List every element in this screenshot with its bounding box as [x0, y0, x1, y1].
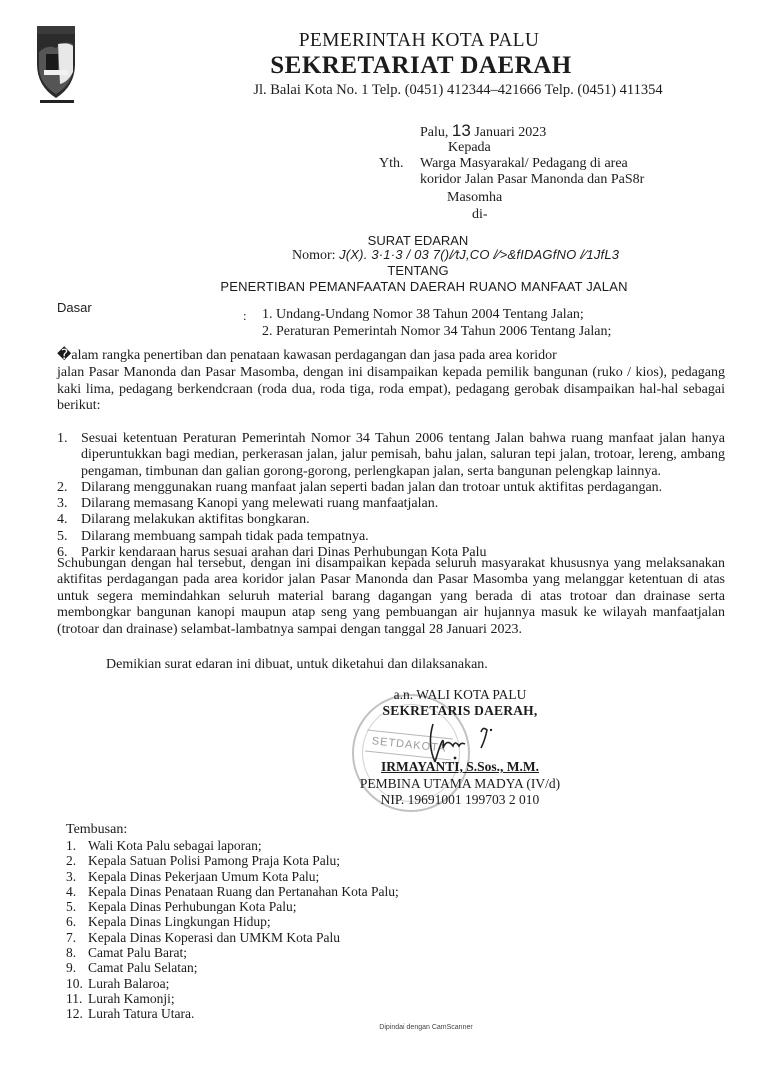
dasar-label: Dasar — [57, 300, 92, 315]
instruction-paragraph: Schubungan dengan hal tersebut, dengan ini disampaikan kepada seluruh masyarakat khususnya yang melaksanakan aktifitas perdagangan pada area koridor jalan Pasar Manonda dan Pasar Masomba yang melanggar ketentuan di atas untuk segera memindahkan seluruh material barang dagangan yang berada di atas trotoar dan drainase serta membongkar bangunan kanopi maupun atap seng yang pembuangan air hujannya masuk ke wilayah manfaatjalan (trotoar dan drainase) selambat-lambatnya sampai dengan tanggal 28 Januari 2023. — [57, 556, 725, 637]
kepada-label: Kepada — [448, 140, 491, 155]
intro-first-line: �alam rangka penertiban dan penataan kawasan perdagangan dan jasa pada area koridor — [57, 348, 557, 363]
addressee-line-1: Warga Masyarakal/ Pedagang di area — [420, 156, 628, 171]
government-name: PEMERINTAH KOTA PALU — [298, 30, 540, 51]
office-name: SEKRETARIAT DAERAH — [270, 52, 572, 79]
dasar-colon: : — [243, 308, 247, 323]
office-address: Jl. Balai Kota No. 1 Telp. (0451) 412344–421666 Telp. (0451) 411354 — [253, 82, 663, 98]
list-item: 2. Kepala Satuan Polisi Pamong Praja Kota Palu; — [66, 853, 340, 869]
letter-date — [420, 121, 546, 141]
intro-paragraph — [57, 348, 725, 414]
list-item: 7. Kepala Dinas Koperasi dan UMKM Kota Palu — [66, 929, 340, 945]
provisions-list — [57, 431, 725, 561]
list-item: 3. Dilarang memasang Kanopi yang melewati ruang manfaatjalan. — [57, 496, 439, 512]
nomor-value: J(X). 3·1·3 / 03 7()/⁄tJ,CO /⁄>&fIDAGfNO /⁄1JfL3 — [339, 247, 620, 262]
list-item: 5. Kepala Dinas Perhubungan Kota Palu; — [66, 899, 297, 915]
list-item: 5. Dilarang membuang sampah tidak pada tempatnya. — [57, 528, 369, 544]
date-month-year: Januari 2023 — [474, 125, 547, 140]
tembusan-list — [66, 838, 399, 1022]
letter-subject: PENERTIBAN PEMANFAATAN DAERAH RUANO MANFAAT JALAN — [220, 279, 628, 294]
list-item: 8. Camat Palu Barat; — [66, 945, 187, 961]
list-item: 9. Camat Palu Selatan; — [66, 960, 198, 976]
list-item: 12. Lurah Tatura Utara. — [66, 1006, 195, 1022]
list-item: 1. Sesuai ketentuan Peraturan Pemerintah Nomor 34 Tahun 2006 tentang Jalan bahwa ruang manfaat jalan hanya diperuntukkan bagi median, perkerasan jalan, jalur pemisah, bahu jalan, saluran tepi jalan, trotoar, lereng, ambang pengaman, timbunan dan galian gorong-gorong, perlengkapan jalan, serta bangunan pelengkap lainnya. — [57, 431, 725, 479]
yth-label: Yth. — [379, 156, 404, 171]
scanner-watermark: Dipindai dengan CamScanner — [379, 1024, 473, 1031]
dasar-item: 2. Peraturan Pemerintah Nomor 34 Tahun 2006 Tentang Jalan; — [262, 323, 612, 339]
addressee-line-3: Masomha — [447, 190, 503, 205]
list-item: 10. Lurah Balaroa; — [66, 975, 170, 991]
on-behalf-of: a.n. WALI KOTA PALU — [393, 687, 527, 702]
signer-position: SEKRETARIS DAERAH, — [382, 703, 538, 718]
addressee-line-4: di- — [472, 207, 488, 222]
nomor-label: Nomor: — [292, 248, 336, 263]
signer-rank: PEMBINA UTAMA MADYA (IV/d) — [359, 776, 561, 791]
list-item: 4. Dilarang melakukan aktifitas bongkaran. — [57, 512, 310, 528]
intro-rest: jalan Pasar Manonda dan Pasar Masomba, dengan ini disampaikan kepada pemilik bangunan (ruko / kios), pedagang kaki lima, pedagang berkendcraan (roda dua, roda tiga, roda empat), pedagang gerobak disampaikan hal-hal sebagai berikut: — [57, 365, 725, 413]
dasar-list — [262, 307, 611, 340]
stamp-label: SETDAKOTA — [365, 730, 453, 761]
list-item: 2. Dilarang menggunakan ruang manfaat jalan seperti badan jalan dan trotoar untuk aktifitas perdagangan. — [57, 479, 663, 495]
date-place: Palu, — [420, 125, 449, 140]
tembusan-title: Tembusan: — [66, 822, 128, 837]
list-item: 6. Kepala Dinas Lingkungan Hidup; — [66, 914, 271, 930]
list-item: 6. Parkir kendaraan harus sesuai arahan dari Dinas Perhubungan Kota Palu — [57, 545, 487, 561]
addressee-line-2: koridor Jalan Pasar Manonda dan PaS8r — [420, 172, 645, 187]
signer-nip: NIP. 19691001 199703 2 010 — [380, 792, 540, 807]
tentang-label: TENTANG — [387, 263, 449, 278]
doc-type: SURAT EDARAN — [367, 233, 469, 248]
date-day: 13 — [451, 121, 471, 140]
closing-sentence: Demikian surat edaran ini dibuat, untuk diketahui dan dilaksanakan. — [106, 657, 488, 672]
dasar-item: 1. Undang-Undang Nomor 38 Tahun 2004 Tentang Jalan; — [262, 307, 584, 322]
letter-number — [292, 247, 619, 264]
list-item: 3. Kepala Dinas Pekerjaan Umum Kota Palu; — [66, 868, 320, 884]
signer-name: IRMAYANTI, S.Sos., M.M. — [380, 759, 540, 774]
list-item: 4. Kepala Dinas Penataan Ruang dan Pertanahan Kota Palu; — [66, 883, 399, 899]
list-item: 11. Lurah Kamonji; — [66, 990, 175, 1006]
list-item: 1. Wali Kota Palu sebagai laporan; — [66, 838, 262, 853]
